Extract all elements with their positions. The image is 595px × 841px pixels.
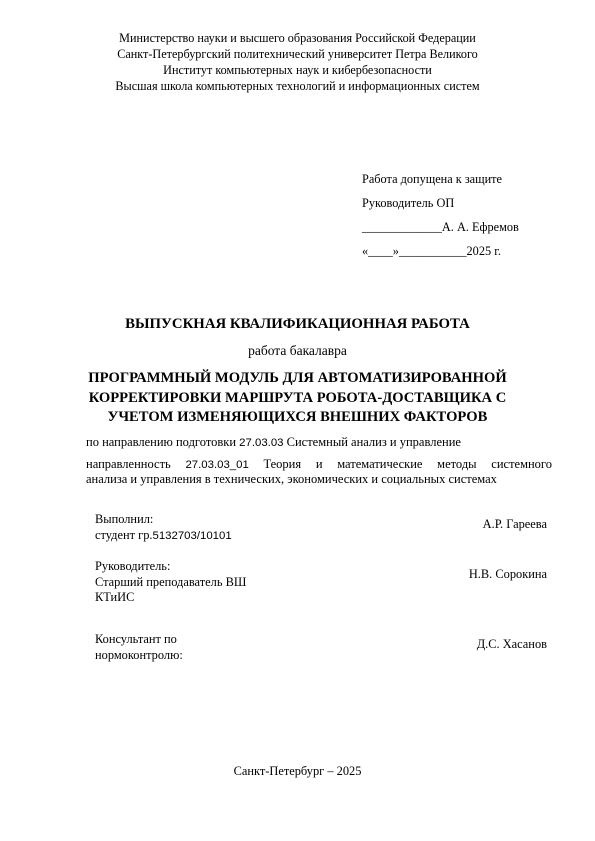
author-name: А.Р. Гареева (482, 517, 547, 531)
author-block (95, 512, 335, 544)
specialization-line-continued: анализа и управления в технических, экономических и социальных системах (86, 472, 497, 486)
supervisor-name: Н.В. Сорокина (468, 567, 547, 581)
direction-prefix: по направлению подготовки (86, 435, 240, 449)
consultant-name: Д.С. Хасанов (476, 637, 547, 651)
approval-admitted: Работа допущена к защите (362, 172, 503, 186)
thesis-topic-line: КОРРЕКТИРОВКИ МАРШРУТА РОБОТА-ДОСТАВЩИКА С (88, 389, 507, 406)
thesis-topic (0, 369, 595, 428)
consultant-label: Консультант по (95, 632, 177, 646)
consultant-label-continued: нормоконтролю: (95, 647, 183, 662)
school-line: Высшая школа компьютерных технологий и информационных систем (115, 79, 480, 93)
author-label: Выполнил: (95, 512, 154, 526)
direction-code: 27.03.03 (239, 437, 284, 449)
city-year: Санкт-Петербург – 2025 (233, 764, 362, 778)
approval-signature-line: _____________А. А. Ефремов (362, 220, 519, 234)
group-prefix: студент гр. (95, 527, 153, 542)
author-group (95, 528, 335, 545)
thesis-topic-line: ПРОГРАММНЫЙ МОДУЛЬ ДЛЯ АВТОМАТИЗИРОВАННОЙ (88, 370, 507, 386)
specialization-name: Теория и математические методы системного (248, 457, 552, 471)
supervisor-position: Старший преподаватель ВШ (95, 574, 247, 589)
university-header (0, 30, 595, 94)
work-type-title: ВЫПУСКНАЯ КВАЛИФИКАЦИОННАЯ РАБОТА (125, 316, 470, 332)
thesis-topic-line: УЧЕТОМ ИЗМЕНЯЮЩИХСЯ ВНЕШНИХ ФАКТОРОВ (107, 409, 488, 425)
group-number: 5132703/10101 (152, 529, 232, 542)
approval-head: Руководитель ОП (362, 196, 455, 210)
work-subtype: работа бакалавра (248, 343, 347, 358)
approval-date-line: «____»___________2025 г. (362, 244, 501, 258)
specialization-code: 27.03.03_01 (185, 459, 249, 471)
supervisor-label: Руководитель: (95, 559, 171, 573)
supervisor-department: КТиИС (95, 590, 135, 604)
specialization-prefix: направленность (86, 457, 186, 471)
supervisor-block (95, 559, 335, 606)
direction-name: Системный анализ и управление (283, 435, 461, 449)
institute-line: Институт компьютерных наук и кибербезопасности (163, 63, 432, 77)
ministry-line: Министерство науки и высшего образования Российской Федерации (119, 31, 476, 45)
direction-line (86, 434, 552, 451)
consultant-block (95, 632, 335, 663)
university-line: Санкт-Петербургский политехнический университет Петра Великого (117, 47, 478, 61)
